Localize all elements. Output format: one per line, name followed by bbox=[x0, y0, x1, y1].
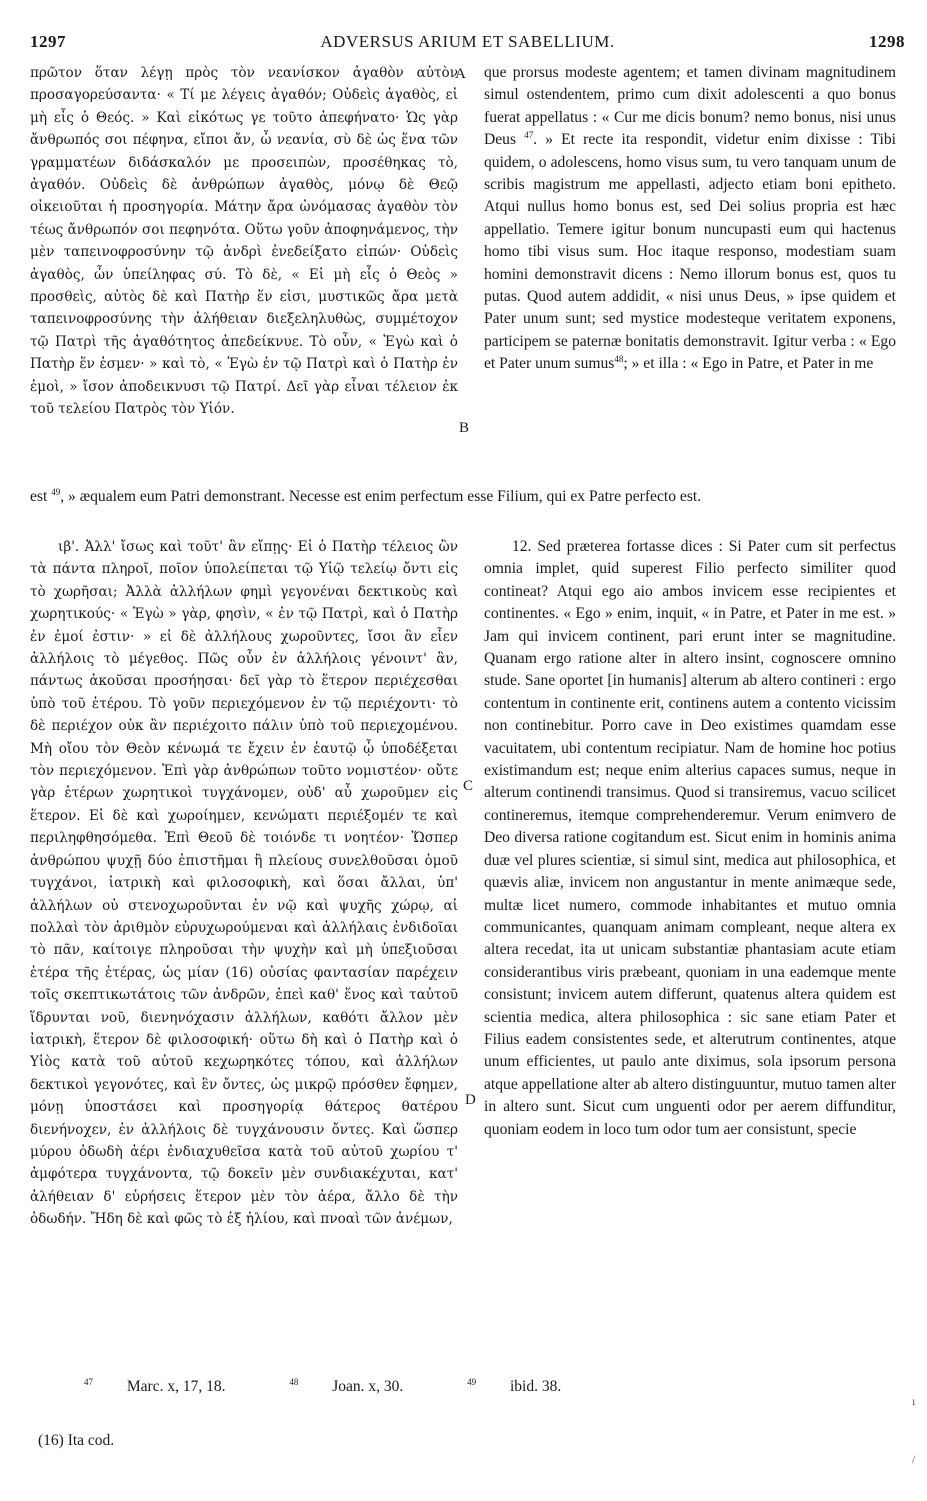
greek-text: οὐσίας φαντασίαν παρέχειν τοῖς σκεπτικωτάτοις τῶν ἀνδρῶν, ἐπεὶ καθ' ἕνος καὶ ταὐτοῦ ἵδρυνται νοῦ, διενηνόχασιν ἀλλήλων, καθότι ἄλλον μὲν ἰατρικὴ, ἕτερον δὲ φιλοσοφική· οὕτω δὴ καὶ ὁ Πατὴρ καὶ ὁ Υἱὸς κατὰ τοῦ αὐτοῦ κεχωρηκότες τόπου, καὶ ἀλλήλων δεκτικοὶ γεγονότες, καὶ ἓν ὄντες, ὡς μικρῷ πρόσθεν ἔφημεν, μόνῃ ὑποστάσει καὶ προσηγορίᾳ θάτερος θατέρου διενήνοχεν, ἐν ἀλλήλοις δὲ τυγχάνουσιν ὄντες. Καὶ ὥσπερ μύρου ὀδωδὴ ἀέρι ἐνδιαχυθεῖσα κατὰ τοῦ αὐτοῦ χωρίου τ' ἀμφότερα τυγχάνοντα, τῷ δοκεῖν μὲν συνδιακέχυται, κατ' ἀλήθειαν δ' εὑρήσεις ἕτερον μὲν τὸν ἀέρα, ἄλλο δὲ τὴν ὀδωδήν. Ἤδη δὲ καὶ φῶς τὸ ἐξ ἡλίου, καὶ πνοαὶ τῶν ἀνέμων, bbox=[30, 964, 458, 1228]
latin-text: Et recte ita respondit, videtur enim dixisse : Tibi quidem, o adolescens, homo visus sum, tu vero tanquam unum de scribis magistrum me appellasti, adjecto etiam boni epitheto. Atqui nullus homo bonus est, sed Dei solius propria est hæc appellatio. Temere igitur bonum nuncupasti eum qui hactenus homo tibi visus sum. Hoc itaque responso, modestiam suam homini demonstravit dicens : Nemo illorum bonus est, quos tu putas. Quod autem addidit, « nisi unus Deus, » ipse quidem et Pater unum sunt; sed mystice modesteque veritatem exponens, participem se paternæ bonitatis demonstravit. Igitur verba : « Ego et Pater unum sumus bbox=[484, 131, 896, 373]
codex-note: (16) Ita cod. bbox=[38, 1432, 115, 1449]
footnote-mark-48: 48 bbox=[614, 354, 624, 365]
edge-mark: / bbox=[912, 1452, 916, 1466]
footnote: $^{47}$ Marc. x, 17, 18. bbox=[84, 1376, 226, 1395]
greek-paragraph: πρῶτον ὅταν λέγῃ πρὸς τὸν νεανίσκον ἀγαθὸν αὐτὸν προσαγορεύσαντα· « Τί με λέγεις ἀγαθόν; Οὐδεὶς ἀγαθὸς, εἰ μὴ εἷς ὁ Θεός. » Καὶ εἰκότως γε τοῦτο ἀπεφήνατο· Ὡς γὰρ ἄνθρωπός σοι πέφηνα, εἴποι ἄν, ὦ νεανία, σὺ δὲ ὡς ἕνα τῶν γραμματέων διδάσκαλόν με προσειπὼν, προσέθηκας τὸ, ἀγαθόν. Οὐδεὶς δὲ ἀνθρώπων ἀγαθὸς, μόνῳ δὲ Θεῷ οἰκειοῦται ἡ προσηγορία. Μάτην ἄρα ὠνόμασας ἀγαθὸν τὸν τέως ἄνθρωπόν σοι πεφηνότα. Οὕτω γοῦν ἀποφηνάμενος, τὴν μὲν ταπεινοφροσύνην τῷ ἀνδρὶ ἐνεδείξατο εἰπών· Οὐδεὶς ἀγαθὸς, ὧν ὑπείληφας σύ. Τὸ δὲ, « Εἰ μὴ εἷς ὁ Θεὸς » προσθεὶς, αὐτὸς δὲ καὶ Πατὴρ ἕν εἰσι, μυστικῶς ἄρα μετὰ ταπεινοφροσύνης τὴν ἀλήθειαν διεξεληλυθὼς, συμμέτοχον τῷ Πατρὶ τῆς ἀγαθότητος ἀπεδείκνυε. Τὸ οὖν, « Ἐγὼ καὶ ὁ Πατὴρ ἕν ἐσμεν· » καὶ τὸ, « Ἐγὼ ἐν τῷ Πατρὶ καὶ ὁ Πατὴρ ἐν ἐμοὶ, » ἴσον ἀποδεικνυσι τῷ Πατρί. Δεῖ γὰρ εἶναι τέλειον ἐκ τοῦ τελείου Πατρὸς τὸν Υἱόν. bbox=[30, 65, 458, 418]
footnote: $^{48}$ Joan. x, 30. bbox=[289, 1376, 404, 1395]
latin-text: que prorsus modeste agentem; et tamen divinam magnitudinem simul ostendentem, primo cum dixit adolescenti a quo bonus fuerat appellatus : « Cur me dicis bonum? nemo bonus, nisi unus Deus bbox=[484, 64, 896, 149]
full-width-continuation bbox=[30, 486, 896, 508]
greek-column-upper bbox=[30, 62, 458, 421]
page-number-right: 1298 bbox=[869, 32, 905, 51]
latin-text: ; » et illa : « Ego in Patre, et Pater in me bbox=[623, 355, 874, 373]
page-number-left: 1297 bbox=[30, 32, 66, 51]
section-number: ιβ'. bbox=[58, 539, 80, 555]
latin-section-12: 12. Sed præterea fortasse dices : Si Pater cum sit perfectus omnia implet, quid superest Filio perfecto similiter quod contineat? Atqui ego aio ambos invicem esse recipientes et continentes. « Ego » enim, inquit, « in Patre, et Pater in me est. » Jam qui invicem continent, pari erunt inter se magnitudine. Quanam ergo ratione alter in altero insint, cognoscere omnino stude. Sane oportet [in humanis] alterum ab altero contineri : ergo contentum in continente erit, continens autem a contento vicissim non continebitur. Porro cave in Deo existimes quamdam esse vacuitatem, ubi contentum recipiatur. Nam de homine hoc potius existimandum est; neque enim alterius capaces sumus, neque in alterum continendi transimus. Quod si transiremus, vacuo scilicet contineremus, itemque comprehenderemur. Verum enimvero de Deo diversa ratione cogitandum est. Sicut enim in hominis anima duæ vel plures scientiæ, si simul sint, medica aut philosophica, et quævis aliæ, invicem non angustantur in mente animæque sede, multæ licet numero, commode inhabitantes et mutuo omnia communicantes, quanquam animam compleant, neque altera ex altera recedat, ita ut unicam substantiæ phantasiam acute etiam considerantibus viris præbeant, quoniam in una eademque mente consistunt; invicem autem differunt, quatenus altera quidem est scientia medica, altera philosophica : sic sane etiam Pater et Filius eadem consistentes sede, et alterutrum continentes, atque unum efficientes, ut paulo ante diximus, sola ipsorum persona atque appellatione alter ab altero distinguuntur, mutuo tamen alter in altero sunt. Sicut cum unguenti odor per aerem diffunditur, quoniam eodem in loco tum odor tum aer consistunt, specie bbox=[484, 538, 896, 1138]
bridge-lead: est bbox=[30, 488, 48, 505]
latin-column-lower bbox=[484, 536, 896, 1141]
edge-mark: ı bbox=[912, 1394, 916, 1408]
greek-section-12 bbox=[30, 536, 458, 1231]
latin-paragraph: que prorsus modeste agentem; et tamen divinam magnitudinem simul ostendentem, primo cum dixit adolescenti a quo bonus fuerat appellatus : « Cur me dicis bonum? nemo bonus, nisi unus Deus $^{47}$. » Et recte ita respondit, videtur enim dixisse : Tibi quidem, o adolescens, homo visus sum, tu vero tanquam unum de scribis magistrum me appellasti, adjecto etiam boni epitheto. Atqui nullus homo bonus est, sed Dei solius propria est hæc appellatio. Temere igitur bonum nuncupasti eum qui hactenus homo tibi visus sum. Hoc itaque responso, modestiam suam homini demonstravit dicens : Nemo illorum bonus est, quos tu putas. Quod autem addidit, « nisi unus Deus, » ipse quidem et Pater unum sunt; sed mystice modesteque veritatem exponens, participem se paternæ bonitatis demonstravit. Igitur verba : « Ego et Pater unum sumus$^{48}$; » et illa : « Ego in Patre, et Pater in me bbox=[484, 64, 896, 373]
latin-column-upper bbox=[484, 62, 896, 376]
note-reference: (16) bbox=[225, 964, 254, 981]
margin-letter-d: D bbox=[465, 1092, 476, 1108]
running-title: ADVERSUS ARIUM ET SABELLIUM. bbox=[320, 32, 615, 51]
margin-letter-a: A bbox=[455, 66, 466, 82]
footnote: $^{49}$ ibid. 38. bbox=[467, 1376, 562, 1395]
margin-letter-c: C bbox=[463, 778, 474, 794]
greek-text: Ἀλλ' ἴσως καὶ τοῦτ' ἂν εἴπῃς· Εἰ ὁ Πατὴρ τέλειος ὢν τὰ πάντα πληροῖ, ποῖον ὑπολείπεται τῷ Υἱῷ τελείῳ ὄντι εἰς τὸ χωρῆσαι; Ἀλλὰ ἀλλήλων φημὶ γεγονέναι δεκτικοὺς καὶ χωρητικούς· « Ἐγὼ » γὰρ, φησὶν, « ἐν τῷ Πατρὶ, καὶ ὁ Πατὴρ ἐν ἐμοί ἐστιν· » εἰ δὲ ἀλλήλους χωροῦντες, ἴσοι ἂν εἶεν ἀλλήλοις τὸ μέγεθος. Πῶς οὖν ἐν ἀλλήλοις γένοιντ' ἂν, πάντως ἀκοῦσαι προσήησαι· δεῖ γὰρ τὸ ἕτερον περιέχεσθαι ὑπὸ τοῦ ἑτέρου. Τὸ γοῦν περιεχόμενον ἐν τῷ περιέχοντι· τὸ δὲ περιέχον οὐκ ἂν περιέχοιτο πάλιν ὑπὸ τοῦ περιεχομένου. Μὴ οἴου τὸν Θεὸν κένωμά τε ἔχειν ἐν ἑαυτῷ ᾧ ὑποδέξεται τὸν περιεχόμενον. Ἐπὶ γὰρ ἀνθρώπων τοῦτο νομιστέον· οὔτε γὰρ ἑτέρων χωρητικοὶ τυγχάνομεν, οὐδ' αὖ χωροῦμεν εἰς ἕτερον. Εἰ δὲ καὶ χωροίημεν, κενώματι περιέξομέν τε καὶ περιληφθησόμεθα. Ἐπὶ Θεοῦ δὲ τοιόνδε τι νοητέον· Ὥσπερ ἀνθρώπου ψυχῇ δύο ἐπιστῆμαι ἢ πλείους συνελθοῦσαι ὁμοῦ τυγχάνοι, ἰατρικὴ καὶ φιλοσοφικὴ, καὶ ὅσαι ἄλλαι, ὑπ' ἀλλήλων οὐ στενοχωροῦνται ἐν νῷ καὶ ψυχῆς χώρῳ, αἱ πολλαὶ τὸν ἀριθμὸν εὐρυχωρούμεναι καὶ ἀλλήλαις ἐνδιδοῖαι τὸ πᾶν, καίτοιγε πληροῦσαι τὴν ψυχὴν καὶ μὴ ὑπεξιοῦσαι ἑτέρα τῆς ἑτέρας, ὡς μίαν bbox=[30, 539, 458, 981]
footnote-mark-47: 47 bbox=[524, 130, 534, 141]
running-header bbox=[30, 32, 905, 58]
footnote-mark-49: 49 bbox=[51, 486, 61, 497]
margin-letter-b: B bbox=[459, 420, 470, 436]
greek-column-lower bbox=[30, 536, 458, 1231]
footnotes bbox=[84, 1378, 621, 1396]
bridge-text: , » æqualem eum Patri demonstrant. Necesse est enim perfectum esse Filium, qui ex Patre perfecto est. bbox=[60, 488, 702, 505]
